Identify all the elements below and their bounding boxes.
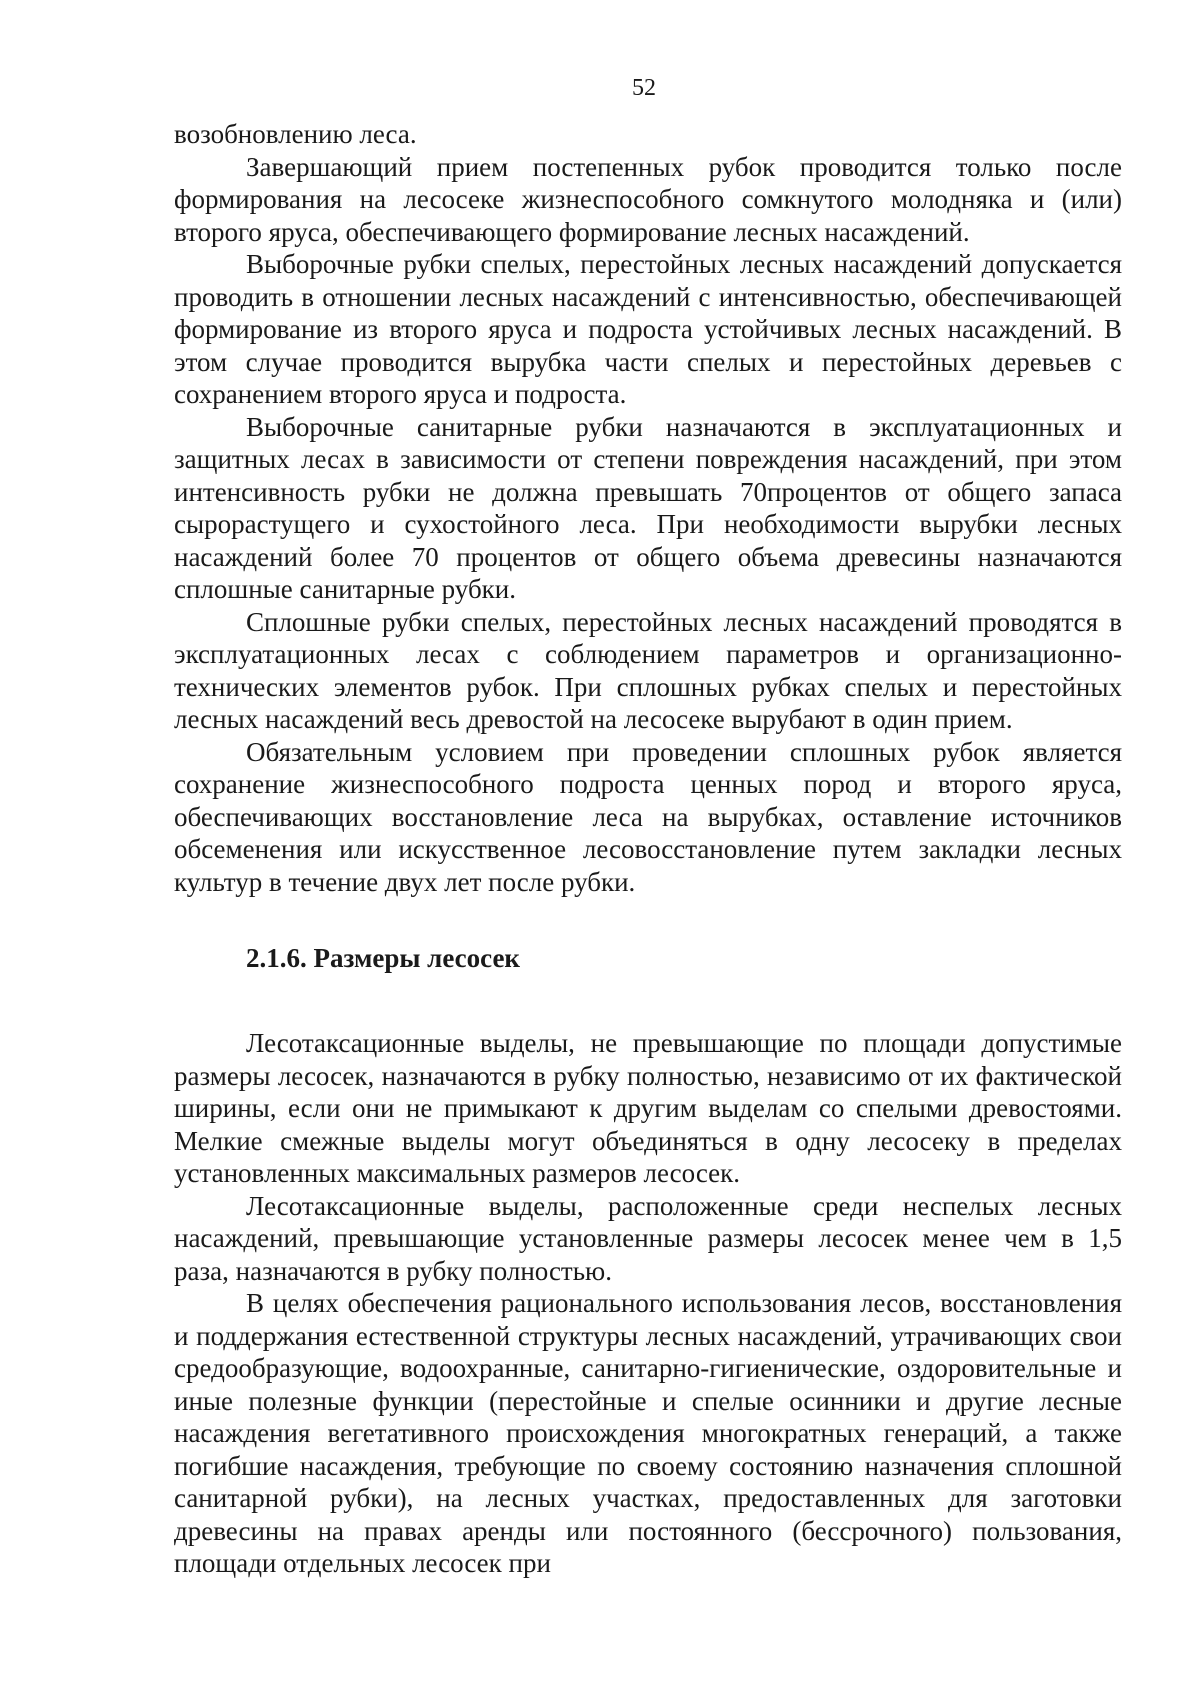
paragraph: Обязательным условием при проведении сплошных рубок является сохранение жизнеспособного подроста ценных пород и второго яруса, обеспечивающих восстановление леса на вырубках, оставление источников обсеменения или искусственное лесовосстановление путем закладки лесных культур в течение двух лет после рубки. (174, 736, 1122, 897)
page-number: 52 (632, 75, 656, 101)
section-heading: 2.1.6. Размеры лесосек (246, 943, 520, 973)
paragraph-continuation: возобновлению леса. (174, 119, 417, 149)
paragraph: Сплошные рубки спелых, перестойных лесных насаждений проводятся в эксплуатационных лесах с соблюдением параметров и организационно-технических элементов рубок. При сплошных рубках спелых и перестойных лесных насаждений весь древостой на лесосеке вырубают в один прием. (174, 606, 1122, 734)
paragraph: Завершающий прием постепенных рубок проводится только после формирования на лесосеке жизнеспособного сомкнутого молодняка и (или) второго яруса, обеспечивающего формирование лесных насаждений. (174, 151, 1122, 247)
text-block-before-heading (174, 118, 1122, 898)
text-block-after-heading (174, 1027, 1122, 1580)
paragraph: В целях обеспечения рационального использования лесов, восстановления и поддержания естественной структуры лесных насаждений, утрачивающих свои средообразующие, водоохранные, санитарно-гигиенические, оздоровительные и иные полезные функции (перестойные и спелые осинники и другие лесные насаждения вегетативного происхождения многократных генераций, а также погибшие насаждения, требующие по своему состоянию назначения сплошной санитарной рубки), на лесных участках, предоставленных для заготовки древесины на правах аренды или постоянного (бессрочного) пользования, площади отдельных лесосек при (174, 1288, 1122, 1578)
paragraph: Выборочные рубки спелых, перестойных лесных насаждений допускается проводить в отношении лесных насаждений с интенсивностью, обеспечивающей формирование из второго яруса и подроста устойчивых лесных насаждений. В этом случае проводится вырубка части спелых и перестойных деревьев с сохранением второго яруса и подроста. (174, 249, 1122, 409)
paragraph: Выборочные санитарные рубки назначаются в эксплуатационных и защитных лесах в зависимости от степени повреждения насаждений, при этом интенсивность рубки не должна превышать 70процентов от общего запаса сырорастущего и сухостойного леса. При необходимости вырубки лесных насаждений более 70 процентов от общего объема древесины назначаются сплошные санитарные рубки. (174, 411, 1122, 604)
paragraph: Лесотаксационные выделы, не превышающие по площади допустимые размеры лесосек, назначаются в рубку полностью, независимо от их фактической ширины, если они не примыкают к другим выделам со спелыми древостоями. Мелкие смежные выделы могут объединяться в одну лесосеку в пределах установленных максимальных размеров лесосек. (174, 1028, 1122, 1188)
paragraph: Лесотаксационные выделы, расположенные среди неспелых лесных насаждений, превышающие установленные размеры лесосек менее чем в 1,5 раза, назначаются в рубку полностью. (174, 1190, 1122, 1286)
